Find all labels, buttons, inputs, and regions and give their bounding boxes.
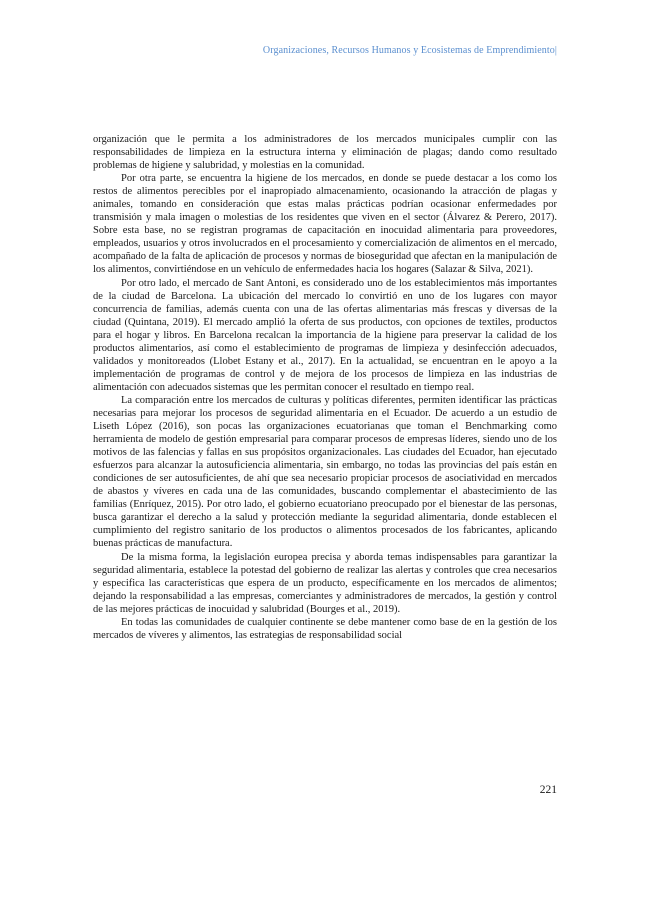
paragraph: De la misma forma, la legislación europea precisa y aborda temas indispensables para garantizar la seguridad alimentaria, establece la potestad del gobierno de realizar las alertas y controles que crea necesarios y especifica las características que espera de un producto, específicamente en los mercados de alimentos; dejando la responsabilidad a las empresas, comerciantes y administradores de mercados, la gestión y control de las mejores prácticas de inocuidad y salubridad (Bourges et al., 2019). bbox=[93, 551, 557, 615]
body-text bbox=[93, 133, 557, 642]
page-number: 221 bbox=[539, 784, 557, 796]
paragraph: En todas las comunidades de cualquier continente se debe mantener como base de en la gestión de los mercados de víveres y alimentos, las estrategias de responsabilidad social bbox=[93, 616, 557, 641]
running-header: Organizaciones, Recursos Humanos y Ecosistemas de Emprendimiento| bbox=[262, 45, 557, 56]
paragraph: La comparación entre los mercados de culturas y políticas diferentes, permiten identificar las prácticas necesarias para mejorar los procesos de seguridad alimentaria en el Ecuador. De acuerdo a un estudio de Liseth López (2016), son pocas las organizaciones ecuatorianas que toman el Benchmarking como herramienta de modelo de gestión empresarial para comparar procesos de empresas líderes, siendo uno de los motivos de las falencias y fallas en sus propósitos organizacionales. Las ciudades del Ecuador, han ejecutado esfuerzos para alcanzar la autosuficiencia alimentaria, sin embargo, no todas las provincias del país están en condiciones de ser autosuficientes, de ahí que sea necesario propiciar procesos de asociatividad en mercados de abastos y víveres en cada una de las comunidades, buscando complementar el abastecimiento de las familias (Enríquez, 2015). Por otro lado, el gobierno ecuatoriano preocupado por el bienestar de las personas, busca garantizar el derecho a la salud y protección mediante la seguridad alimentaria, donde establecen el cumplimiento del registro sanitario de los productos o alimentos procesados de los fabricantes, aplicando buenas prácticas de manufactura. bbox=[93, 394, 557, 550]
paragraph: Por otro lado, el mercado de Sant Antoni, es considerado uno de los establecimientos más importantes de la ciudad de Barcelona. La ubicación del mercado lo convirtió en uno de los lugares con mayor concurrencia de familias, además cuenta con una de las ofertas alimentarias más frescas y diversas de la ciudad (Quintana, 2019). El mercado amplió la oferta de sus productos, con opciones de textiles, productos para el hogar y libros. En Barcelona recalcan la importancia de la higiene para preservar la calidad de los productos alimentarios, así como el establecimiento de programas de limpieza y desinfección adecuados, validados y monitoreados (Llobet Estany et al., 2017). En la actualidad, se encuentran en le apoyo a la implementación de programas de control y de mejora de los procesos de limpieza en las industrias de alimentación con adecuados sistemas que les permitan conocer el resultado en tiempo real. bbox=[93, 277, 557, 393]
paragraph: organización que le permita a los administradores de los mercados municipales cumplir con las responsabilidades de limpieza en la estructura interna y eliminación de plagas; dando como resultado problemas de higiene y salubridad, y molestias en la comunidad. bbox=[93, 134, 557, 172]
paragraph: Por otra parte, se encuentra la higiene de los mercados, en donde se puede destacar a los como los restos de alimentos perecibles por el inapropiado almacenamiento, ocasionando la atracción de plagas y animales, tomando en consideración que estas malas prácticas podrían ocasionar enfermedades por transmisión y mala imagen o molestias de los residentes que viven en el sector (Álvarez & Perero, 2017). Sobre esta base, no se registran programas de capacitación en inocuidad alimentaria para proveedores, empleados, usuarios y otros involucrados en el procesamiento y comercialización de alimentos en el mercado, acompañado de la falta de aplicación de procesos y normas de bioseguridad que afectan en la manipulación de los alimentos, convirtiéndose en un vehículo de enfermedades hacia los hogares (Salazar & Silva, 2021). bbox=[93, 173, 557, 276]
